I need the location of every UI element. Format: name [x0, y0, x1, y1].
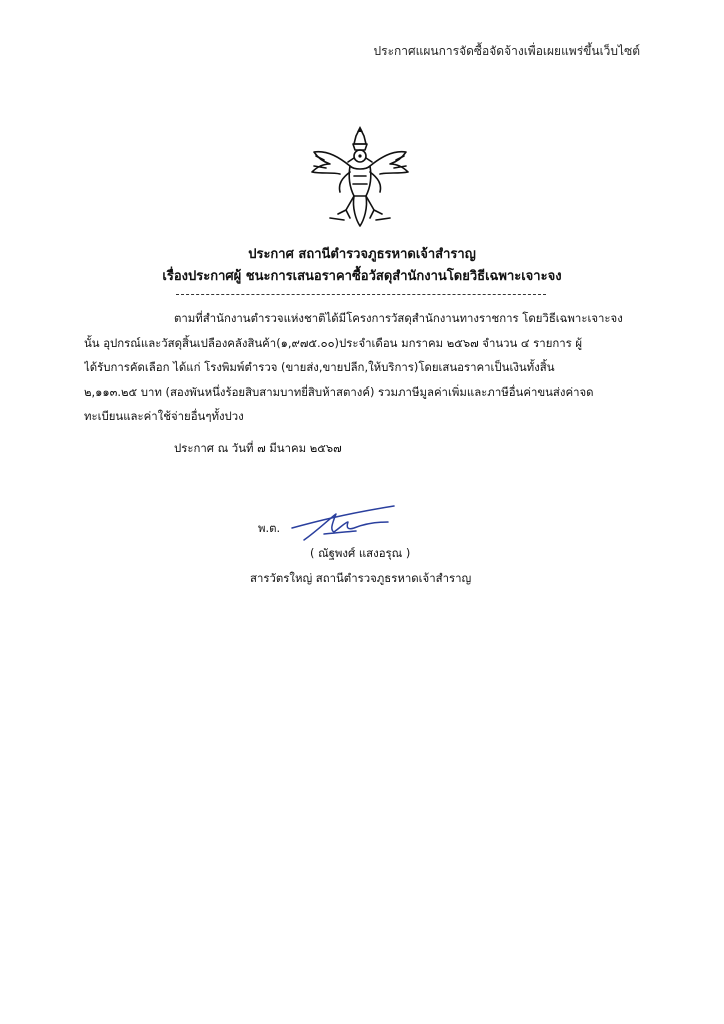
- body-line: ตามที่สำนักงานตำรวจแห่งชาติได้มีโครงการวัสดุสำนักงานทางราชการ โดยวิธีเฉพาะเจาะจง: [174, 311, 623, 325]
- body-line: ๒,๑๑๓.๒๕ บาท (สองพันหนึ่งร้อยสิบสามบาทยี่สิบห้าสตางค์) รวมภาษีมูลค่าเพิ่มและภาษีอื่นค่าขนส่งค่าจด: [84, 384, 594, 399]
- body-line: นั้น อุปกรณ์และวัสดุสิ้นเปลืองคลังสินค้า(๑,๙๗๕.๐๐)ประจำเดือน มกราคม ๒๕๖๗ จำนวน ๔ รายการ ผู้: [84, 335, 583, 350]
- handwritten-signature: [284, 500, 404, 546]
- signer-position: สารวัตรใหญ่ สถานีตำรวจภูธรหาดเจ้าสำราญ: [250, 571, 472, 585]
- signer-name: ( ณัฐพงศ์ แสงอรุณ ): [310, 546, 411, 560]
- header-note: ประกาศแผนการจัดซื้อจัดจ้างเพื่อเผยแพร่ขึ้นเว็บไซต์: [373, 44, 640, 58]
- announcement-date: ประกาศ ณ วันที่ ๗ มีนาคม ๒๕๖๗: [174, 441, 342, 455]
- title-divider: [176, 294, 546, 295]
- body-line: ทะเบียนและค่าใช้จ่ายอื่นๆทั้งปวง: [84, 409, 244, 423]
- garuda-emblem-icon: [304, 122, 416, 234]
- body-line: ได้รับการคัดเลือก ได้แก่ โรงพิมพ์ตำรวจ (ขายส่ง,ขายปลีก,ให้บริการ)โดยเสนอราคาเป็นเงินทั้งสิ้น: [84, 360, 555, 374]
- announcement-subject: เรื่องประกาศผู้ ชนะการเสนอราคาซื้อวัสดุสำนักงานโดยวิธีเฉพาะเจาะจง: [162, 269, 562, 284]
- signer-rank: พ.ต.: [258, 521, 281, 535]
- announcement-title: ประกาศ สถานีตำรวจภูธรหาดเจ้าสำราญ: [248, 247, 476, 262]
- announcement-body: [84, 306, 644, 429]
